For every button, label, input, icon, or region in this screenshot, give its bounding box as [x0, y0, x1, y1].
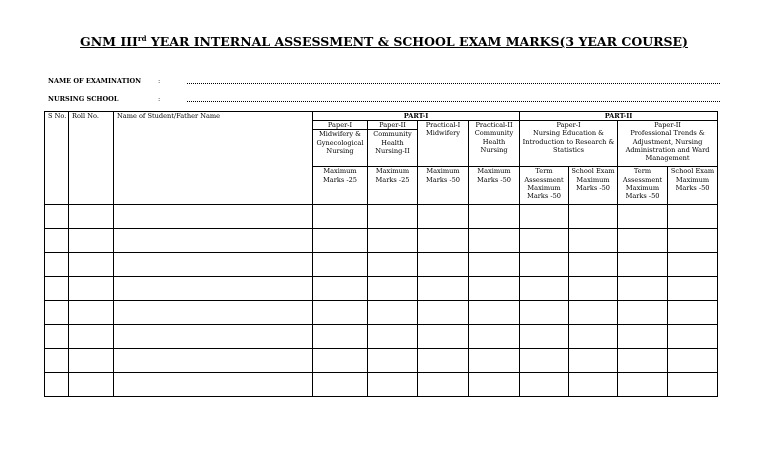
table-row	[45, 301, 718, 325]
table-cell[interactable]	[469, 277, 520, 301]
table-cell[interactable]	[569, 229, 618, 253]
field-label: NURSING SCHOOL	[48, 95, 119, 103]
table-cell[interactable]	[520, 301, 569, 325]
table-cell[interactable]	[45, 277, 69, 301]
p1-paper2-marks: Maximum Marks -25	[368, 167, 418, 205]
table-cell[interactable]	[313, 373, 368, 397]
p1-practical2: Practical-II Community Health Nursing	[469, 121, 520, 167]
table-cell[interactable]	[618, 349, 668, 373]
table-cell[interactable]	[469, 373, 520, 397]
p1-practical2-marks: Maximum Marks -50	[469, 167, 520, 205]
table-cell[interactable]	[69, 229, 114, 253]
p2-paper2: Paper-II Professional Trends & Adjustment, Nursing Administration and Ward Management	[618, 121, 718, 167]
table-cell[interactable]	[668, 229, 718, 253]
table-cell[interactable]	[114, 253, 313, 277]
table-cell[interactable]	[469, 301, 520, 325]
table-cell[interactable]	[114, 301, 313, 325]
table-cell[interactable]	[520, 373, 569, 397]
table-cell[interactable]	[368, 277, 418, 301]
table-cell[interactable]	[368, 229, 418, 253]
table-cell[interactable]	[569, 253, 618, 277]
table-cell[interactable]	[313, 253, 368, 277]
table-cell[interactable]	[668, 349, 718, 373]
table-cell[interactable]	[520, 229, 569, 253]
table-cell[interactable]	[69, 373, 114, 397]
table-row	[45, 277, 718, 301]
table-cell[interactable]	[668, 301, 718, 325]
table-cell[interactable]	[569, 373, 618, 397]
table-cell[interactable]	[469, 229, 520, 253]
table-cell[interactable]	[569, 205, 618, 229]
table-cell[interactable]	[418, 253, 469, 277]
header-part2: PART-II	[520, 112, 718, 121]
table-row	[45, 229, 718, 253]
table-cell[interactable]	[418, 373, 469, 397]
table-cell[interactable]	[45, 253, 69, 277]
table-cell[interactable]	[368, 325, 418, 349]
table-cell[interactable]	[114, 349, 313, 373]
field-examination: NAME OF EXAMINATION :	[48, 77, 141, 85]
examination-input-line[interactable]	[187, 83, 720, 84]
p1-practical1: Practical-I Midwifery	[418, 121, 469, 167]
table-cell[interactable]	[313, 277, 368, 301]
table-cell[interactable]	[569, 277, 618, 301]
p2-paper1: Paper-I Nursing Education & Introduction to Research & Statistics	[520, 121, 618, 167]
table-cell[interactable]	[114, 373, 313, 397]
table-cell[interactable]	[368, 301, 418, 325]
header-sno: S No.	[45, 112, 69, 205]
table-cell[interactable]	[668, 325, 718, 349]
header-roll: Roll No.	[69, 112, 114, 205]
table-cell[interactable]	[69, 205, 114, 229]
table-cell[interactable]	[114, 229, 313, 253]
p1-practical1-marks: Maximum Marks -50	[418, 167, 469, 205]
table-cell[interactable]	[418, 205, 469, 229]
table-cell[interactable]	[618, 301, 668, 325]
table-cell[interactable]	[313, 325, 368, 349]
table-cell[interactable]	[45, 229, 69, 253]
field-nursing-school: NURSING SCHOOL :	[48, 95, 118, 103]
table-cell[interactable]	[418, 229, 469, 253]
table-cell[interactable]	[69, 277, 114, 301]
table-cell[interactable]	[114, 277, 313, 301]
header-name: Name of Student/Father Name	[114, 112, 313, 205]
table-cell[interactable]	[520, 277, 569, 301]
table-cell[interactable]	[69, 253, 114, 277]
table-row	[45, 205, 718, 229]
table-cell[interactable]	[469, 253, 520, 277]
table-cell[interactable]	[45, 373, 69, 397]
table-cell[interactable]	[569, 349, 618, 373]
p2-paper2-term: Term Assessment Maximum Marks -50	[618, 167, 668, 205]
table-cell[interactable]	[668, 277, 718, 301]
table-cell[interactable]	[45, 349, 69, 373]
table-cell[interactable]	[418, 349, 469, 373]
table-cell[interactable]	[569, 325, 618, 349]
p1-paper1-code: Paper-I	[313, 121, 368, 130]
table-cell[interactable]	[368, 373, 418, 397]
table-cell[interactable]	[313, 205, 368, 229]
table-cell[interactable]	[668, 253, 718, 277]
table-cell[interactable]	[668, 205, 718, 229]
table-row	[45, 349, 718, 373]
table-row	[45, 325, 718, 349]
table-cell[interactable]	[418, 301, 469, 325]
table-cell[interactable]	[569, 301, 618, 325]
table-cell[interactable]	[520, 349, 569, 373]
p1-paper1-marks: Maximum Marks -25	[313, 167, 368, 205]
p2-paper1-school: School Exam Maximum Marks -50	[569, 167, 618, 205]
p2-paper1-term: Term Assessment Maximum Marks -50	[520, 167, 569, 205]
table-cell[interactable]	[469, 325, 520, 349]
table-cell[interactable]	[368, 253, 418, 277]
table-cell[interactable]	[69, 349, 114, 373]
table-cell[interactable]	[418, 325, 469, 349]
nursing-school-input-line[interactable]	[187, 101, 720, 102]
table-cell[interactable]	[313, 301, 368, 325]
table-cell[interactable]	[45, 325, 69, 349]
table-cell[interactable]	[114, 325, 313, 349]
table-cell[interactable]	[618, 277, 668, 301]
table-cell[interactable]	[618, 229, 668, 253]
table-cell[interactable]	[45, 301, 69, 325]
table-cell[interactable]	[618, 253, 668, 277]
p1-paper1-subject: Midwifery & Gynecological Nursing	[313, 130, 368, 167]
table-cell[interactable]	[45, 205, 69, 229]
p2-paper2-school: School Exam Maximum Marks -50	[668, 167, 718, 205]
header-part1: PART-I	[313, 112, 520, 121]
table-cell[interactable]	[418, 277, 469, 301]
table-cell[interactable]	[668, 373, 718, 397]
table-cell[interactable]	[618, 325, 668, 349]
table-cell[interactable]	[469, 349, 520, 373]
table-cell[interactable]	[313, 229, 368, 253]
table-cell[interactable]	[520, 325, 569, 349]
table-row	[45, 253, 718, 277]
p1-paper2-subject: Community Health Nursing-II	[368, 130, 418, 167]
table-cell[interactable]	[618, 373, 668, 397]
table-cell[interactable]	[520, 205, 569, 229]
table-cell[interactable]	[69, 301, 114, 325]
table-row	[45, 373, 718, 397]
table-cell[interactable]	[368, 205, 418, 229]
table-cell[interactable]	[69, 325, 114, 349]
marks-table	[44, 111, 718, 397]
table-cell[interactable]	[368, 349, 418, 373]
table-cell[interactable]	[114, 205, 313, 229]
table-cell[interactable]	[520, 253, 569, 277]
table-cell[interactable]	[618, 205, 668, 229]
table-cell[interactable]	[313, 349, 368, 373]
field-label: NAME OF EXAMINATION	[48, 77, 142, 85]
p1-paper2-code: Paper-II	[368, 121, 418, 130]
page-title: GNM IIIrd YEAR INTERNAL ASSESSMENT & SCHOOL EXAM MARKS(3 YEAR COURSE)	[80, 34, 688, 50]
table-cell[interactable]	[469, 205, 520, 229]
